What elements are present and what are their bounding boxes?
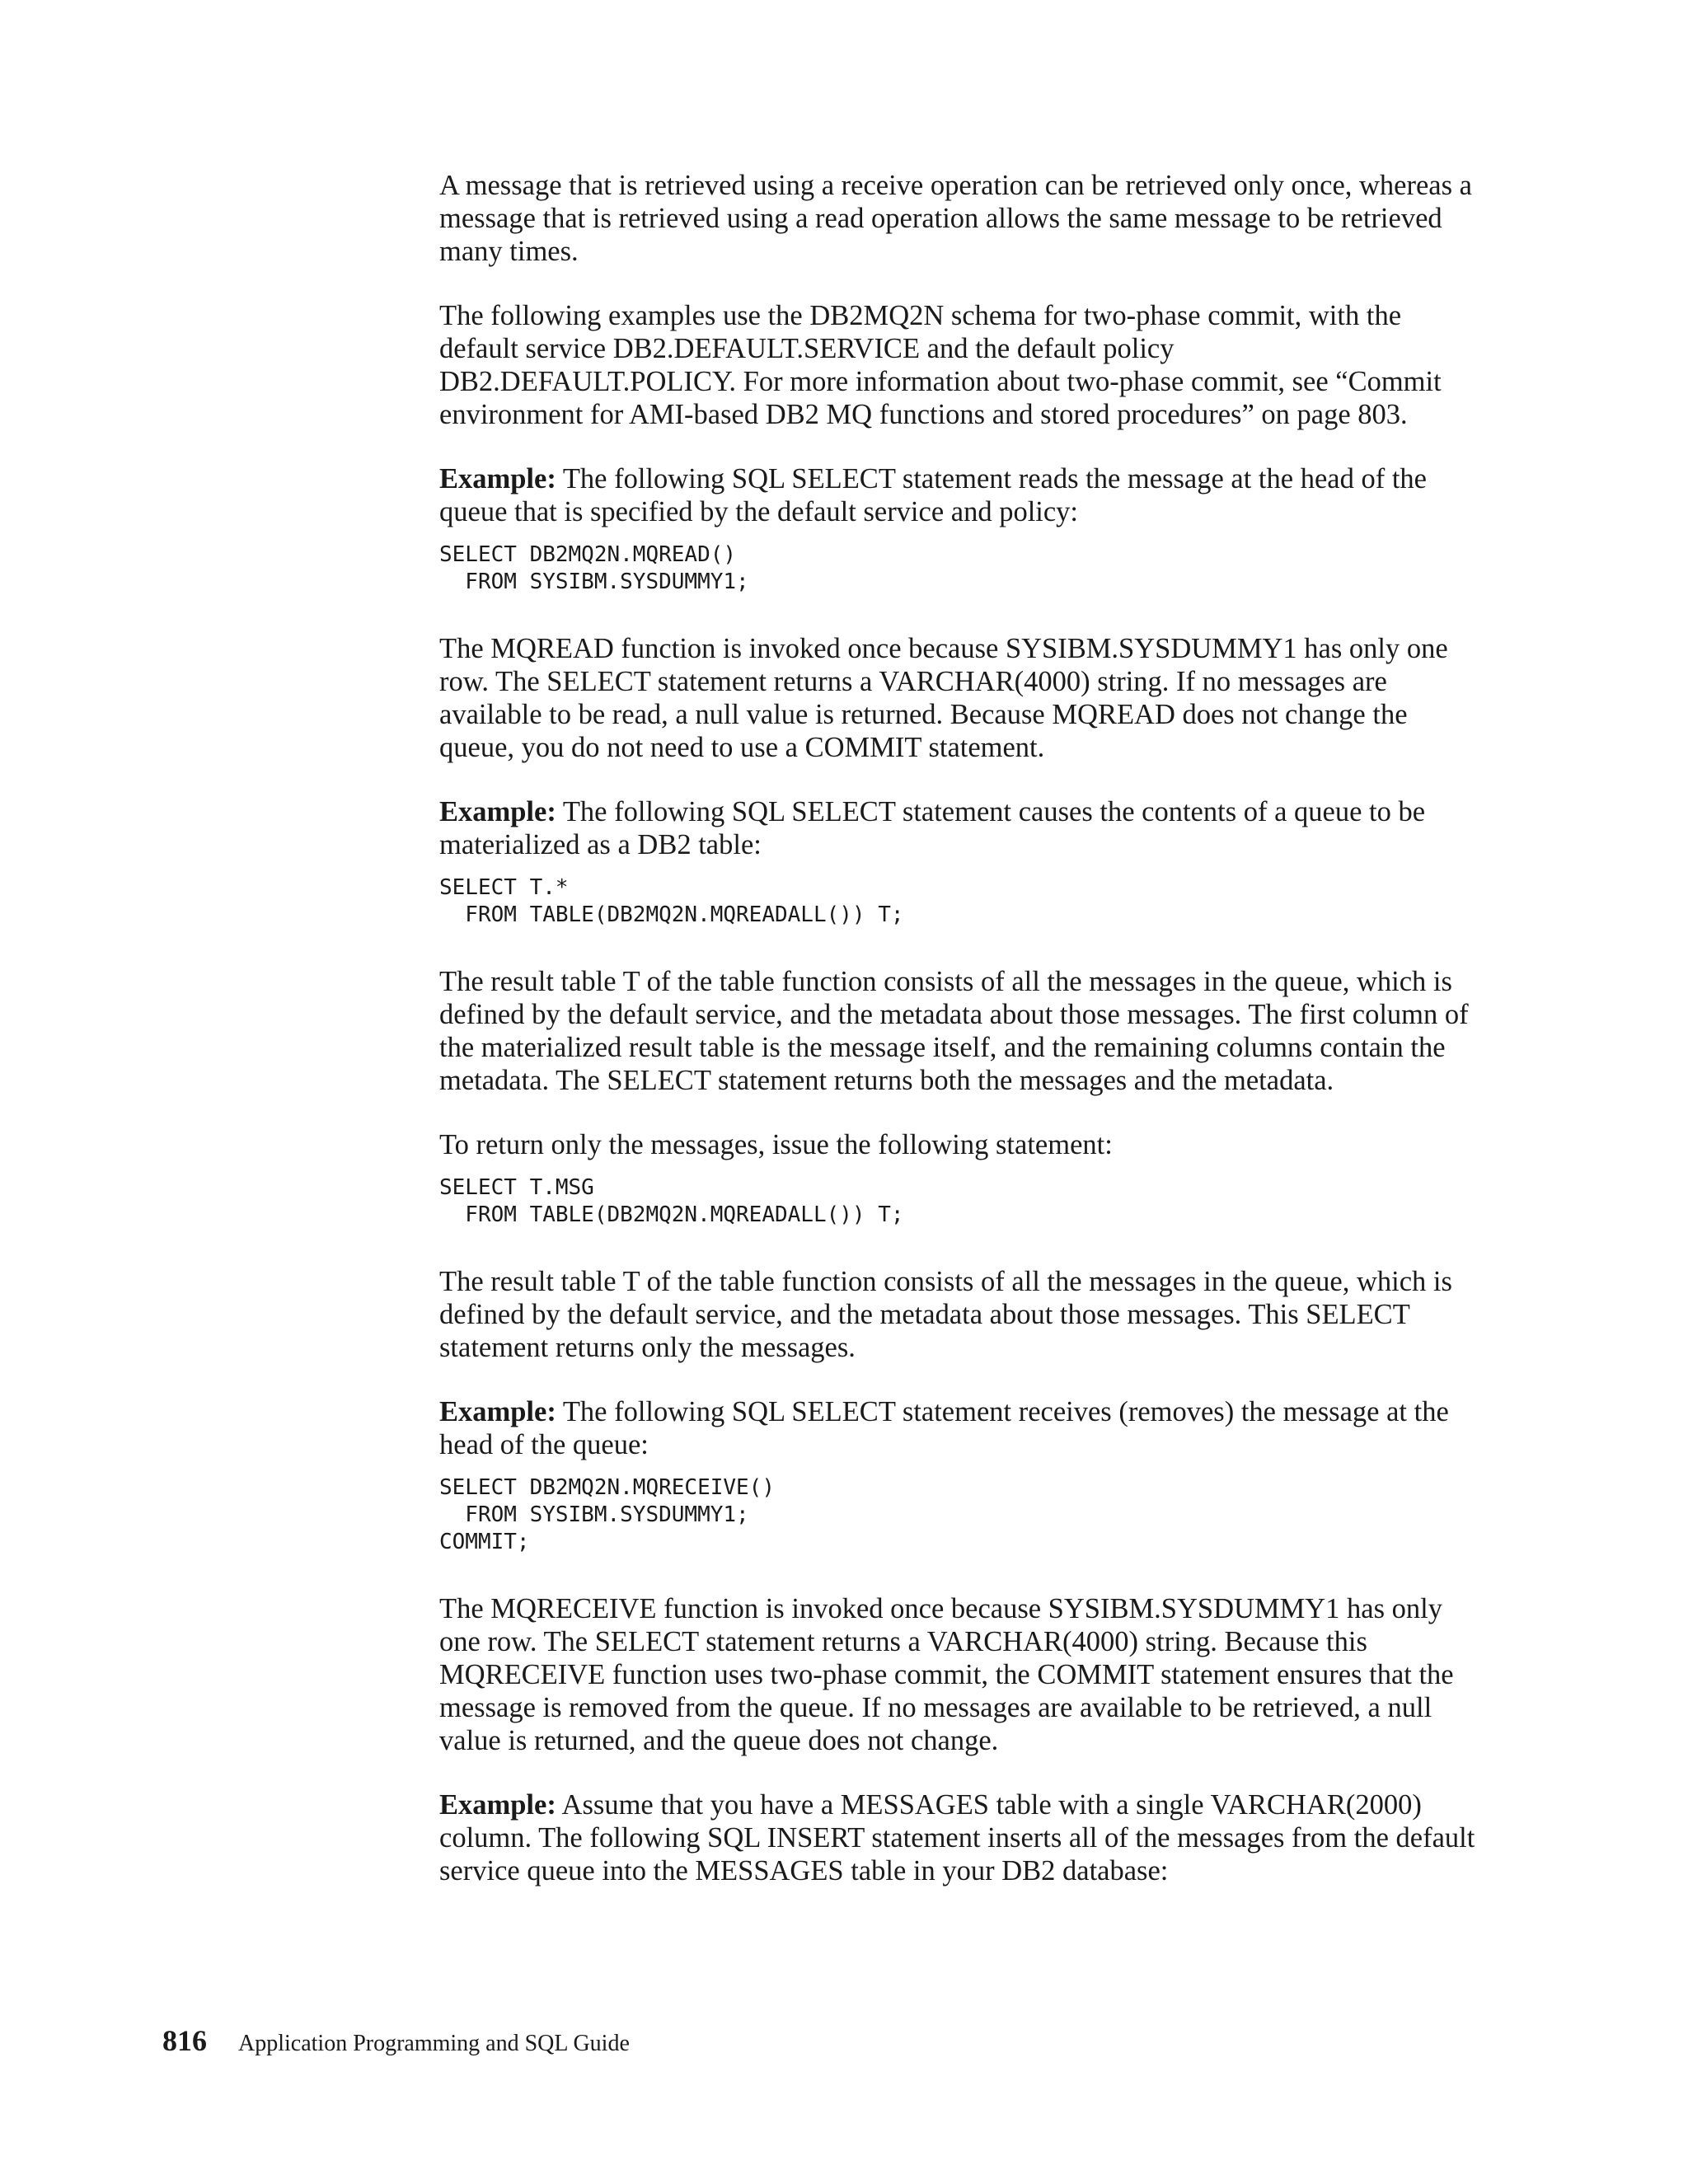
paragraph-mqread-explanation: The MQREAD function is invoked once because SYSIBM.SYSDUMMY1 has only one row. The SELECT statement returns a VARCHAR(4000) string. If no messages are available to be read, a null value is returned. Because MQREAD does not change the queue, you do not need to use a COMMIT statement. <box>439 633 1448 763</box>
document-body <box>439 169 1478 1919</box>
example-text: Assume that you have a MESSAGES table with a single VARCHAR(2000) column. The following SQL INSERT statement inserts all of the messages from the default service queue into the MESSAGES table in your DB2 database: <box>439 1789 1475 1886</box>
example-text: The following SQL SELECT statement causes the contents of a queue to be materialized as a DB2 table: <box>439 796 1426 860</box>
example-text: The following SQL SELECT statement reads the message at the head of the queue that is specified by the default service and policy: <box>439 463 1427 527</box>
example-label: Example: <box>439 796 556 827</box>
paragraph-result-table-messages: The result table T of the table function consists of all the messages in the queue, which is defined by the default service, and the metadata about those messages. This SELECT statement returns only the messages. <box>439 1266 1452 1363</box>
paragraph-schema-intro: The following examples use the DB2MQ2N schema for two-phase commit, with the default service DB2.DEFAULT.SERVICE and the default policy DB2.DEFAULT.POLICY. For more information about two-phase commit, see “Commit environment for AMI-based DB2 MQ functions and stored procedures” on page 803. <box>439 300 1442 430</box>
page-footer <box>162 2023 630 2058</box>
page-number: 816 <box>162 2024 207 2057</box>
code-block-mqreadall: SELECT T.* FROM TABLE(DB2MQ2N.MQREADALL()) T; <box>439 875 904 927</box>
code-block-mqreceive: SELECT DB2MQ2N.MQRECEIVE() FROM SYSIBM.SYSDUMMY1; COMMIT; <box>439 1475 775 1554</box>
paragraph-result-table-all: The result table T of the table function consists of all the messages in the queue, which is defined by the default service, and the metadata about those messages. The first column of the materialized result table is the message itself, and the remaining columns contain the metadata. The SELECT statement returns both the messages and the metadata. <box>439 966 1469 1096</box>
example-label: Example: <box>439 1396 556 1427</box>
code-block-mqread: SELECT DB2MQ2N.MQREAD() FROM SYSIBM.SYSDUMMY1; <box>439 542 749 594</box>
footer-book-title: Application Programming and SQL Guide <box>238 2031 630 2056</box>
example-text: The following SQL SELECT statement receives (removes) the message at the head of the queue: <box>439 1396 1449 1460</box>
paragraph-return-messages-only: To return only the messages, issue the following statement: <box>439 1129 1113 1160</box>
example-label: Example: <box>439 1789 556 1821</box>
code-block-mqreadall-msg: SELECT T.MSG FROM TABLE(DB2MQ2N.MQREADALL()) T; <box>439 1175 904 1227</box>
example-mqread <box>439 462 1478 528</box>
example-insert-messages <box>439 1788 1478 1887</box>
example-label: Example: <box>439 463 556 494</box>
example-mqreadall <box>439 795 1478 861</box>
example-mqreceive <box>439 1395 1478 1461</box>
paragraph-receive-vs-read: A message that is retrieved using a receive operation can be retrieved only once, whereas a message that is retrieved using a read operation allows the same message to be retrieved many times. <box>439 170 1472 267</box>
paragraph-mqreceive-explanation: The MQRECEIVE function is invoked once because SYSIBM.SYSDUMMY1 has only one row. The SELECT statement returns a VARCHAR(4000) string. Because this MQRECEIVE function uses two-phase commit, the COMMIT statement ensures that the message is removed from the queue. If no messages are available to be retrieved, a null value is returned, and the queue does not change. <box>439 1593 1454 1756</box>
